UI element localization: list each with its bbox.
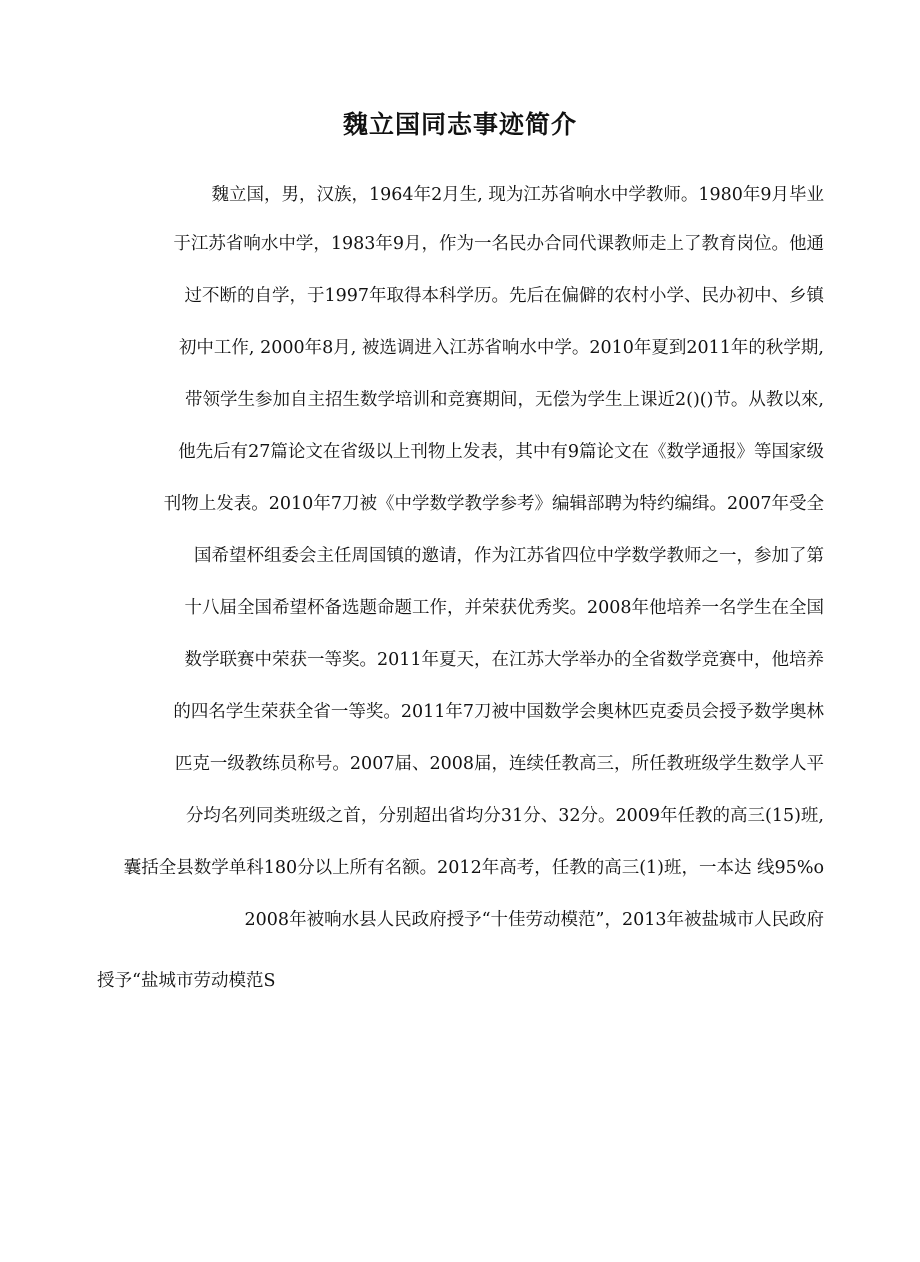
body-line-5: 带领学生参加自主招生数学培训和竞赛期间，无偿为学生上课近2()()节。从教以來, <box>184 390 824 410</box>
body-line-8: 国希望杯组委会主任周国镇的邀请，作为江苏省四位中学数学教师之一，参加了第 <box>194 546 824 566</box>
body-line-6: 他先后有27篇论文在省级以上刊物上发表，其中有9篇论文在《数学通报》等国家级 <box>178 442 824 462</box>
body-line-12: 匹克一级教练员称号。2007届、2008届，连续任教高三，所任教班级学生数学人平 <box>174 754 824 774</box>
body-line-3: 过不断的自学，于1997年取得本科学历。先后在偏僻的农村小学、民办初中、乡镇 <box>184 286 824 306</box>
body-line-15: 2008年被响水县人民政府授予“十佳劳动模范”，2013年被盐城市人民政府 <box>244 910 824 930</box>
body-line-2: 于江苏省响水中学，1983年9月，作为一名民办合同代课教师走上了教育岗位。他通 <box>173 234 824 254</box>
body-line-4: 初中工作, 2000年8月, 被选调进入江苏省响水中学。2010年夏到2011年的秋学期, <box>178 338 824 358</box>
body-line-1: 魏立国，男，汉族，1964年2月生, 现为江苏省响水中学教师。1980年9月毕业 <box>211 185 824 205</box>
body-line-9: 十八届全国希望杯备选题命题工作，并荣获优秀奖。2008年他培养一名学生在全国 <box>184 598 824 618</box>
body-line-13: 分均名列同类班级之首，分别超出省均分31分、32分。2009年任教的高三(15)班, <box>185 806 824 826</box>
body-line-11: 的四名学生荣获全省一等奖。2011年7刀被中国数学会奥林匹克委员会授予数学奥林 <box>173 702 824 722</box>
body-line-10: 数学联赛中荣获一等奖。2011年夏天，在江苏大学举办的全省数学竞赛中，他培养 <box>184 650 824 670</box>
body-line-16: 授予“盐城市劳动模范S <box>97 971 276 991</box>
body-line-14: 囊括全县数学单科180分以上所有名额。2012年高考，任教的高三(1)班，一本达 线95%o <box>123 858 824 878</box>
body-line-7: 刊物上发表。2010年7刀被《中学数学教学参考》编辑部聘为特约编缉。2007年受全 <box>163 494 824 514</box>
document-title: 魏立国同志事迹简介 <box>342 110 577 139</box>
